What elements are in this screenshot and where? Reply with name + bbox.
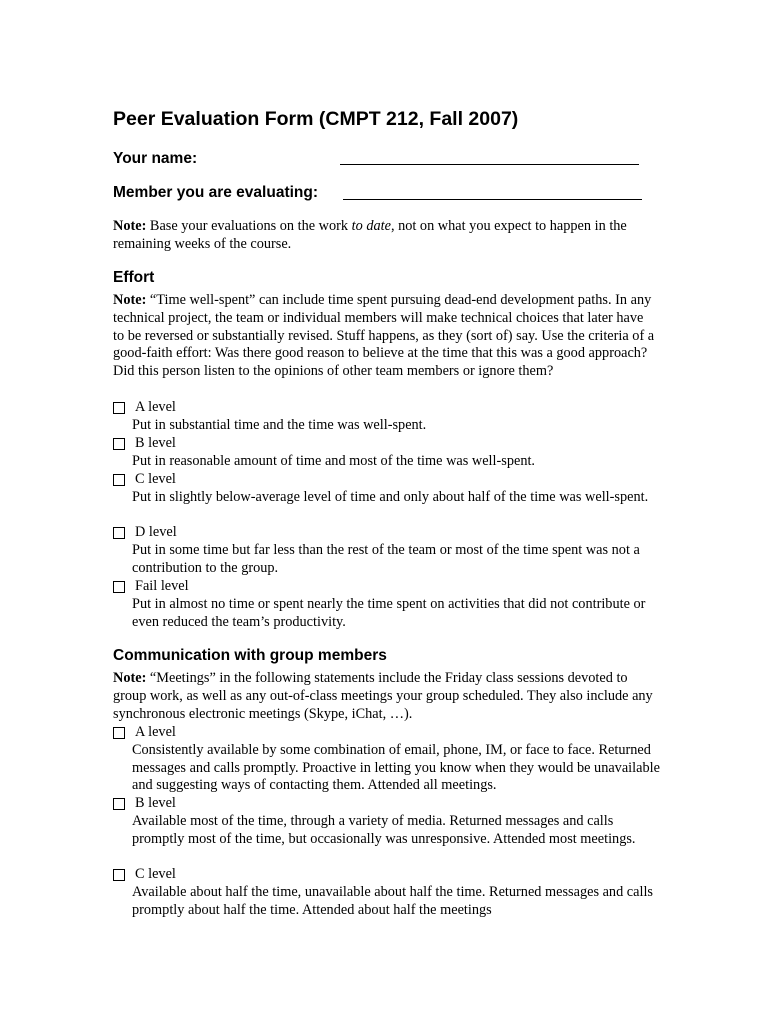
general-note-after: , not on what you expect to happen in the remaining weeks of the course. xyxy=(113,218,627,252)
effort-c-checkbox[interactable] xyxy=(113,474,125,486)
effort-note-label: Note: xyxy=(113,292,147,308)
communication-b-checkbox[interactable] xyxy=(113,798,125,810)
your-name-blank[interactable] xyxy=(340,164,639,165)
effort-option-c xyxy=(113,471,663,507)
your-name-label: Your name: xyxy=(113,150,198,167)
effort-a-checkbox[interactable] xyxy=(113,402,125,414)
communication-option-a xyxy=(113,724,663,795)
effort-fail-desc: Put in almost no time or spent nearly the time spent on activities that did not contribute or even reduced the team’s productivity. xyxy=(132,595,646,630)
effort-a-label: A level xyxy=(135,399,176,415)
effort-option-d xyxy=(113,524,663,577)
effort-fail-label: Fail level xyxy=(135,578,189,594)
effort-option-a xyxy=(113,399,663,435)
communication-a-desc: Consistently available by some combination of email, phone, IM, or face to face. Returned messages and calls promptly. Proactive in letting you know when they would be unavailable and suggesting ways of contacting them. Attended all meetings. xyxy=(132,741,660,794)
communication-c-checkbox[interactable] xyxy=(113,869,125,881)
effort-b-desc: Put in reasonable amount of time and most of the time was well-spent. xyxy=(132,452,536,469)
communication-note-label: Note: xyxy=(113,670,147,686)
member-label: Member you are evaluating: xyxy=(113,184,319,201)
general-note-label: Note: xyxy=(113,218,147,234)
general-note-before: Base your evaluations on the work xyxy=(146,218,352,234)
effort-heading: Effort xyxy=(113,269,155,286)
communication-note-text: “Meetings” in the following statements include the Friday class sessions devoted to group work, as well as any out-of-class meetings your group scheduled. They also include any synchronous electronic meetings (Skype, iChat, …). xyxy=(113,670,653,722)
effort-fail-checkbox[interactable] xyxy=(113,581,125,593)
communication-c-label: C level xyxy=(135,866,176,882)
communication-note xyxy=(113,670,658,723)
general-note-emph: to date xyxy=(351,218,391,234)
effort-note xyxy=(113,292,658,381)
effort-d-desc: Put in some time but far less than the rest of the team or most of the time spent was not a contribution to the group. xyxy=(132,541,640,576)
effort-c-label: C level xyxy=(135,471,176,487)
effort-b-checkbox[interactable] xyxy=(113,438,125,450)
effort-option-fail xyxy=(113,578,663,631)
communication-c-desc: Available about half the time, unavailable about half the time. Returned messages and calls promptly about half the time. Attended about half the meetings xyxy=(132,883,653,918)
effort-a-desc: Put in substantial time and the time was well-spent. xyxy=(132,416,427,433)
form-title: Peer Evaluation Form (CMPT 212, Fall 2007) xyxy=(113,108,519,130)
effort-option-b xyxy=(113,435,663,471)
communication-b-label: B level xyxy=(135,795,176,811)
communication-option-c xyxy=(113,866,663,919)
effort-d-checkbox[interactable] xyxy=(113,527,125,539)
communication-heading: Communication with group members xyxy=(113,647,387,664)
communication-a-label: A level xyxy=(135,724,176,740)
communication-option-b xyxy=(113,795,663,848)
member-blank[interactable] xyxy=(343,199,642,200)
communication-a-checkbox[interactable] xyxy=(113,727,125,739)
effort-c-desc: Put in slightly below-average level of time and only about half of the time was well-spent. xyxy=(132,488,649,505)
effort-b-label: B level xyxy=(135,435,176,451)
effort-note-text: “Time well-spent” can include time spent pursuing dead-end development paths. In any technical project, the team or individual members will make technical choices that later have to be reversed or substantially revised. Stuff happens, as they (sort of) say. Use the criteria of a good-faith effort: Was there good reason to believe at the time that this was a good approach? Did this person listen to the opinions of other team members or ignore them? xyxy=(113,292,655,380)
communication-b-desc: Available most of the time, through a variety of media. Returned messages and calls promptly most of the time, but occasionally was unresponsive. Attended most meetings. xyxy=(132,812,636,847)
general-note xyxy=(113,218,658,254)
effort-d-label: D level xyxy=(135,524,177,540)
